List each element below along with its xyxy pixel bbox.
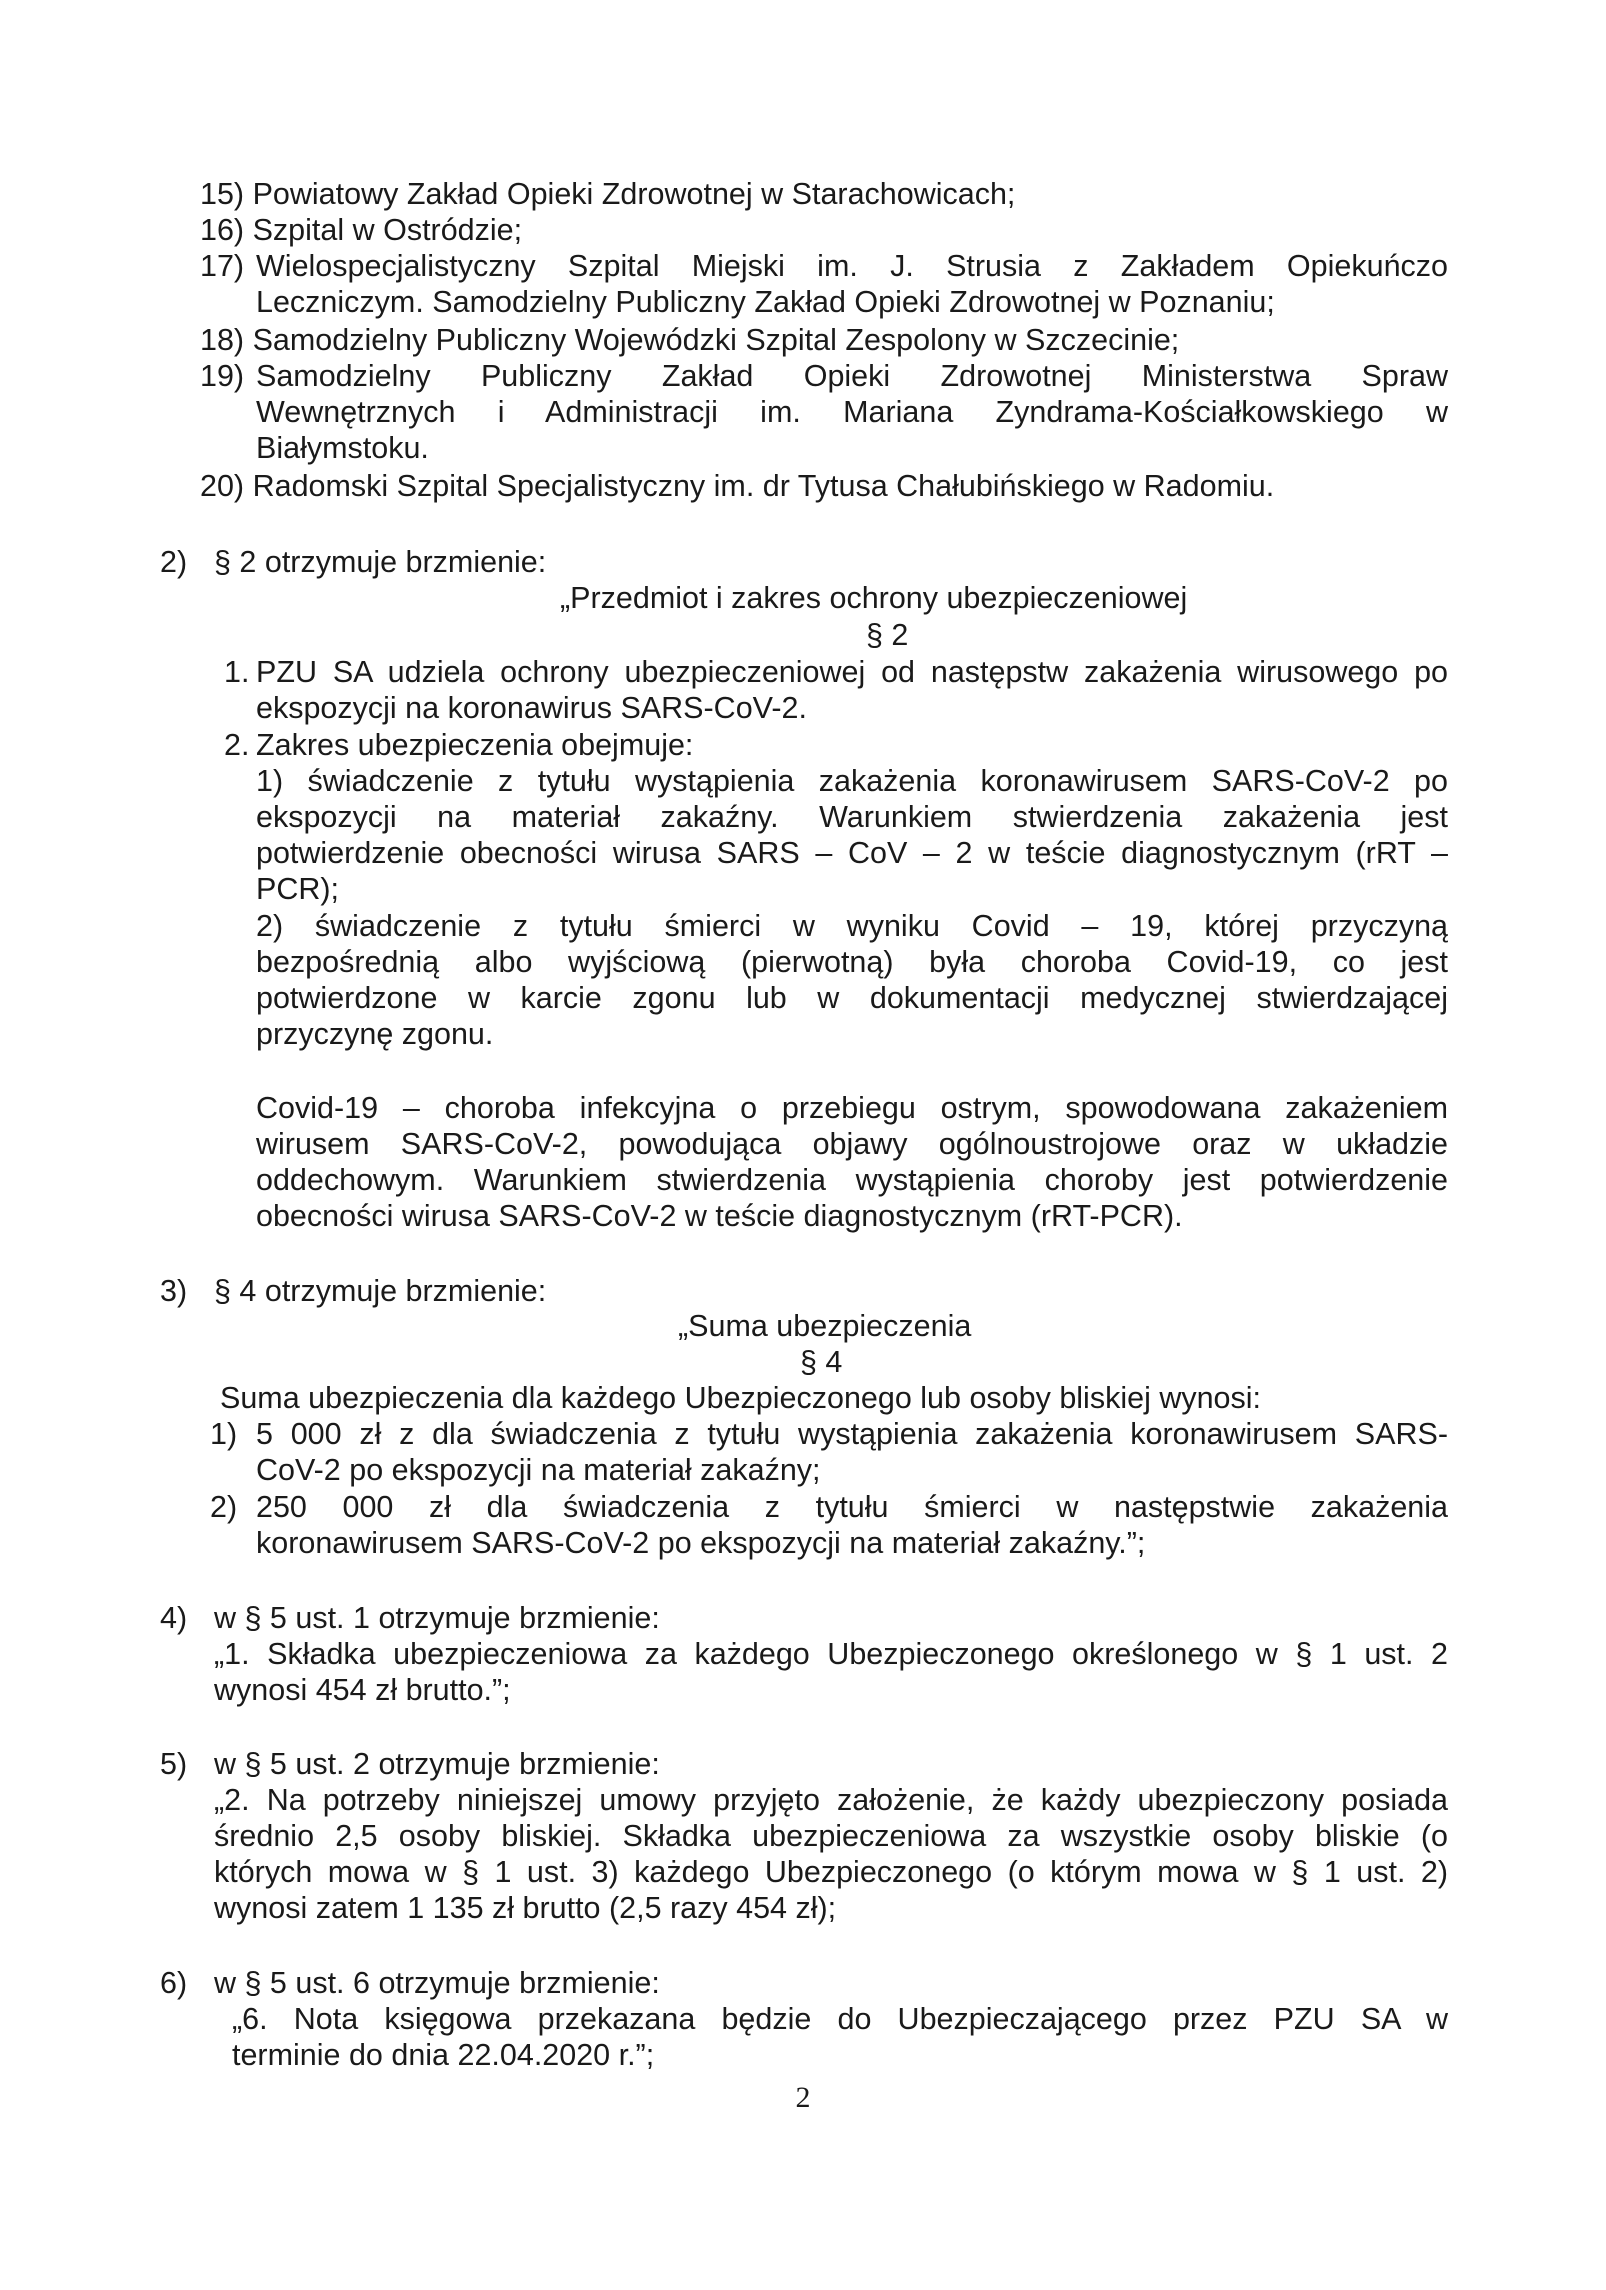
amendment-5-intro: w § 5 ust. 2 otrzymuje brzmienie: [214, 1747, 660, 1781]
amendment-2-item1-line2: ekspozycji na materiał zakaźny. Warunkiem stwierdzenia zakażenia jest [256, 800, 1448, 834]
list-item-19-num: 19) [200, 359, 245, 393]
covid-definition-line1: Covid-19 – choroba infekcyjna o przebiegu ostrym, spowodowana zakażeniem [256, 1091, 1448, 1125]
amendment-2-number: 2) [160, 545, 188, 579]
amendment-5-line1: „2. Na potrzeby niniejszej umowy przyjęto założenie, że każdy ubezpieczony posiada [214, 1783, 1448, 1817]
amendment-5-line2: średnio 2,5 osoby bliskiej. Składka ubezpieczeniowa za wszystkie osoby bliskie (o [214, 1819, 1448, 1853]
amendment-3-item1-number: 1) [210, 1417, 238, 1451]
amendment-2-p1-number: 1. [224, 655, 250, 689]
amendment-2-p2-number: 2. [224, 728, 250, 762]
amendment-3-item2-number: 2) [210, 1490, 238, 1524]
amendment-2-intro: § 2 otrzymuje brzmienie: [214, 545, 547, 579]
amendment-3-item1-line2: CoV-2 po ekspozycji na materiał zakaźny; [256, 1453, 821, 1487]
amendment-2-item2-line2: bezpośrednią albo wyjściową (pierwotną) była choroba Covid-19, co jest [256, 945, 1448, 979]
amendment-4-line2: wynosi 454 zł brutto.”; [214, 1673, 511, 1707]
list-item-18: 18) Samodzielny Publiczny Wojewódzki Szpital Zespolony w Szczecinie; [200, 323, 1180, 357]
list-item-16: 16) Szpital w Ostródzie; [200, 213, 523, 247]
amendment-2-p1-line2: ekspozycji na koronawirus SARS-CoV-2. [256, 691, 807, 725]
amendment-4-line1: „1. Składka ubezpieczeniowa za każdego Ubezpieczonego określonego w § 1 ust. 2 [214, 1637, 1448, 1671]
amendment-4-intro: w § 5 ust. 1 otrzymuje brzmienie: [214, 1601, 660, 1635]
list-item-17-num: 17) [200, 249, 245, 283]
amendment-5-line4: wynosi zatem 1 135 zł brutto (2,5 razy 454 zł); [214, 1891, 837, 1925]
amendment-3-intro: § 4 otrzymuje brzmienie: [214, 1274, 547, 1308]
amendment-3-item1-line1: 5 000 zł z dla świadczenia z tytułu wystąpienia zakażenia koronawirusem SARS- [256, 1417, 1448, 1451]
amendment-6-intro: w § 5 ust. 6 otrzymuje brzmienie: [214, 1966, 660, 2000]
amendment-3-section: § 4 [800, 1345, 843, 1379]
list-item-15: 15) Powiatowy Zakład Opieki Zdrowotnej w Starachowicach; [200, 177, 1016, 211]
amendment-6-number: 6) [160, 1966, 188, 2000]
amendment-2-p1-line1: PZU SA udziela ochrony ubezpieczeniowej od następstw zakażenia wirusowego po [256, 655, 1448, 689]
list-item-19-line2: Wewnętrznych i Administracji im. Mariana Zyndrama-Kościałkowskiego w [256, 395, 1448, 429]
amendment-2-item1-line1: 1) świadczenie z tytułu wystąpienia zakażenia koronawirusem SARS-CoV-2 po [256, 764, 1448, 798]
amendment-3-heading: „Suma ubezpieczenia [678, 1309, 972, 1343]
amendment-2-item2-line4: przyczynę zgonu. [256, 1017, 494, 1051]
list-item-19-line3: Białymstoku. [256, 431, 429, 465]
amendment-2-heading: „Przedmiot i zakres ochrony ubezpieczeniowej [560, 581, 1188, 615]
amendment-6-line2: terminie do dnia 22.04.2020 r.”; [232, 2038, 655, 2072]
covid-definition-line4: obecności wirusa SARS-CoV-2 w teście diagnostycznym (rRT-PCR). [256, 1199, 1183, 1233]
amendment-3-item2-line2: koronawirusem SARS-CoV-2 po ekspozycji na materiał zakaźny.”; [256, 1526, 1146, 1560]
covid-definition-line2: wirusem SARS-CoV-2, powodująca objawy ogólnoustrojowe oraz w układzie [256, 1127, 1448, 1161]
amendment-3-item2-line1: 250 000 zł dla świadczenia z tytułu śmierci w następstwie zakażenia [256, 1490, 1448, 1524]
amendment-2-item2-line1: 2) świadczenie z tytułu śmierci w wyniku Covid – 19, której przyczyną [256, 909, 1448, 943]
amendment-3-lead: Suma ubezpieczenia dla każdego Ubezpieczonego lub osoby bliskiej wynosi: [220, 1381, 1262, 1415]
amendment-2-item2-line3: potwierdzone w karcie zgonu lub w dokumentacji medycznej stwierdzającej [256, 981, 1448, 1015]
amendment-5-number: 5) [160, 1747, 188, 1781]
amendment-2-section: § 2 [866, 618, 909, 652]
list-item-20: 20) Radomski Szpital Specjalistyczny im. dr Tytusa Chałubińskiego w Radomiu. [200, 469, 1275, 503]
page-number: 2 [795, 2081, 811, 2114]
amendment-5-line3: których mowa w § 1 ust. 3) każdego Ubezpieczonego (o którym mowa w § 1 ust. 2) [214, 1855, 1448, 1889]
list-item-19-line1: Samodzielny Publiczny Zakład Opieki Zdrowotnej Ministerstwa Spraw [256, 359, 1448, 393]
amendment-6-line1: „6. Nota księgowa przekazana będzie do Ubezpieczającego przez PZU SA w [232, 2002, 1448, 2036]
covid-definition-line3: oddechowym. Warunkiem stwierdzenia wystąpienia choroby jest potwierdzenie [256, 1163, 1448, 1197]
list-item-17-line1: Wielospecjalistyczny Szpital Miejski im. J. Strusia z Zakładem Opiekuńczo [256, 249, 1448, 283]
amendment-2-item1-line3: potwierdzenie obecności wirusa SARS – CoV – 2 w teście diagnostycznym (rRT – [256, 836, 1448, 870]
amendment-4-number: 4) [160, 1601, 188, 1635]
list-item-17-line2: Leczniczym. Samodzielny Publiczny Zakład Opieki Zdrowotnej w Poznaniu; [256, 285, 1275, 319]
amendment-2-p2-text: Zakres ubezpieczenia obejmuje: [256, 728, 694, 762]
amendment-3-number: 3) [160, 1274, 188, 1308]
amendment-2-item1-line4: PCR); [256, 872, 340, 906]
